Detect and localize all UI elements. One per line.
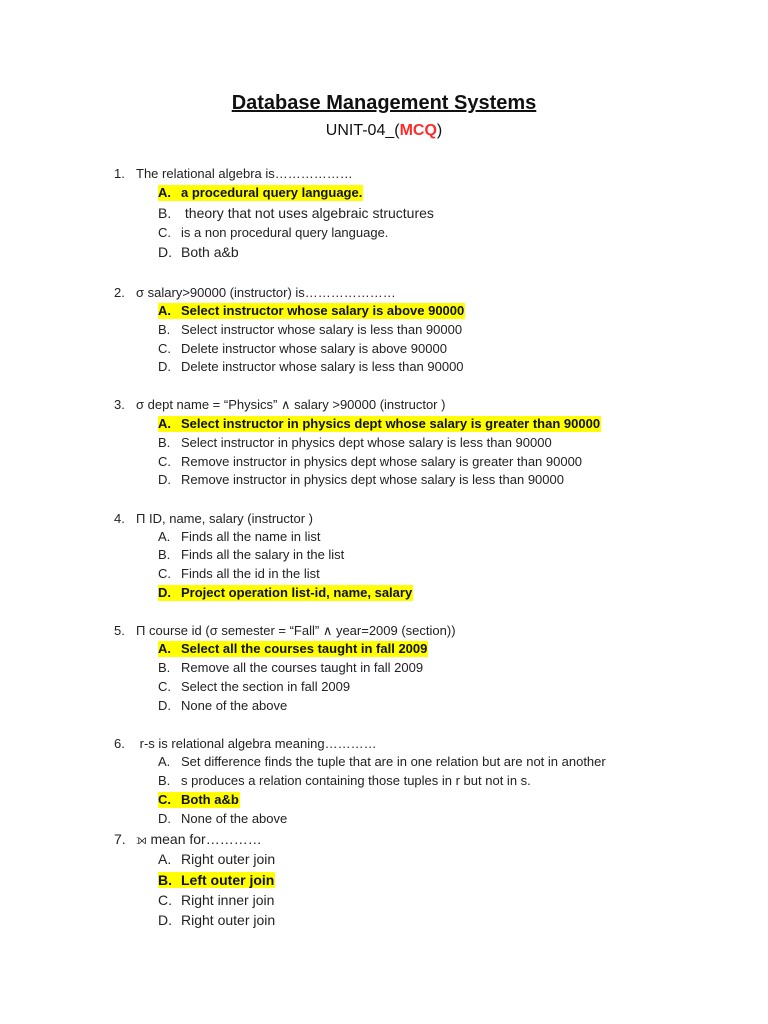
option-letter: A. <box>158 754 171 769</box>
option-letter: B. <box>158 773 171 788</box>
page-title: Database Management Systems <box>231 92 537 114</box>
option-text: Select instructor whose salary is less than 90000 <box>181 322 463 337</box>
option-letter: D. <box>158 359 171 374</box>
option-letter: D. <box>158 472 171 487</box>
question-3 <box>114 397 445 413</box>
option-2d <box>158 359 464 375</box>
option-text: Left outer join <box>181 872 275 888</box>
option-letter: C. <box>158 341 171 356</box>
option-letter: C. <box>158 566 171 581</box>
option-text: theory that not uses algebraic structures <box>181 205 434 221</box>
option-letter: B. <box>158 205 172 221</box>
option-text: Finds all the id in the list <box>181 566 320 581</box>
option-4b <box>158 547 344 563</box>
option-text: a procedural query language. <box>181 185 363 200</box>
option-text: s produces a relation containing those tuples in r but not in s. <box>181 773 531 788</box>
option-6b <box>158 773 531 789</box>
option-text: Set difference finds the tuple that are in one relation but are not in another <box>181 754 606 769</box>
option-letter: C. <box>158 792 171 807</box>
option-text: Remove instructor in physics dept whose salary is greater than 90000 <box>181 454 583 469</box>
option-letter: B. <box>158 322 171 337</box>
option-7c <box>158 892 274 908</box>
subtitle-mcq: MCQ <box>399 122 437 139</box>
question-text: ⟕ mean for………… <box>136 831 262 847</box>
question-text: Π course id (σ semester = “Fall” ∧ year=2009 (section)) <box>136 623 456 638</box>
question-text: σ salary>90000 (instructor) is………………… <box>136 285 396 300</box>
option-text: Right outer join <box>181 851 276 867</box>
option-letter: A. <box>158 851 172 867</box>
option-letter: B. <box>158 547 171 562</box>
option-6d <box>158 811 287 827</box>
option-letter: A. <box>158 185 171 200</box>
question-7 <box>114 831 262 847</box>
option-letter: B. <box>158 435 171 450</box>
option-1c <box>158 225 388 241</box>
option-5a-answer <box>158 641 428 657</box>
option-2a-answer <box>158 303 465 319</box>
option-letter: B. <box>158 660 171 675</box>
option-text: Select instructor in physics dept whose salary is less than 90000 <box>181 435 552 450</box>
question-number: 7. <box>114 831 126 847</box>
option-3d <box>158 472 564 488</box>
option-text: is a non procedural query language. <box>181 225 389 240</box>
question-5 <box>114 623 456 639</box>
option-letter: D. <box>158 585 171 600</box>
page-subtitle <box>0 122 768 140</box>
option-letter: A. <box>158 529 171 544</box>
question-6 <box>114 736 377 752</box>
option-letter: D. <box>158 811 171 826</box>
subtitle-prefix: UNIT-04_( <box>325 122 400 139</box>
option-text: Remove instructor in physics dept whose salary is less than 90000 <box>181 472 564 487</box>
option-text: Both a&b <box>181 244 239 260</box>
option-letter: A. <box>158 641 171 656</box>
option-5c <box>158 679 350 695</box>
question-text: σ dept name = “Physics” ∧ salary >90000 (instructor ) <box>136 397 446 412</box>
option-letter: D. <box>158 698 171 713</box>
question-text: r-s is relational algebra meaning………… <box>136 736 377 751</box>
option-letter: B. <box>158 872 172 888</box>
option-text: None of the above <box>181 811 288 826</box>
question-number: 5. <box>114 623 125 638</box>
option-4a <box>158 529 320 545</box>
option-7d <box>158 912 275 928</box>
option-3c <box>158 454 582 470</box>
option-letter: A. <box>158 303 171 318</box>
option-text: Delete instructor whose salary is less than 90000 <box>181 359 464 374</box>
option-3a-answer <box>158 416 601 432</box>
option-6c-answer <box>158 792 240 808</box>
question-1 <box>114 166 353 182</box>
question-number: 1. <box>114 166 125 181</box>
option-4c <box>158 566 320 582</box>
option-7a <box>158 851 275 867</box>
option-4d-answer <box>158 585 413 601</box>
question-number: 3. <box>114 397 125 412</box>
option-letter: C. <box>158 225 171 240</box>
option-text: Finds all the salary in the list <box>181 547 345 562</box>
option-1b <box>158 205 434 221</box>
option-letter: C. <box>158 454 171 469</box>
option-text: None of the above <box>181 698 288 713</box>
option-text: Select the section in fall 2009 <box>181 679 351 694</box>
option-text: Delete instructor whose salary is above 90000 <box>181 341 447 356</box>
option-text: Project operation list-id, name, salary <box>181 585 413 600</box>
option-letter: C. <box>158 679 171 694</box>
option-3b <box>158 435 552 451</box>
option-letter: A. <box>158 416 171 431</box>
question-4 <box>114 511 313 527</box>
option-text: Remove all the courses taught in fall 2009 <box>181 660 424 675</box>
option-letter: D. <box>158 912 172 928</box>
option-5d <box>158 698 287 714</box>
option-1d <box>158 244 239 260</box>
option-6a <box>158 754 606 770</box>
option-text: Both a&b <box>181 792 239 807</box>
option-letter: C. <box>158 892 172 908</box>
subtitle-suffix: ) <box>436 122 443 139</box>
option-text: Select instructor whose salary is above 90000 <box>181 303 465 318</box>
question-text: Π ID, name, salary (instructor ) <box>136 511 313 526</box>
option-text: Right inner join <box>181 892 275 908</box>
option-1a-answer <box>158 185 363 201</box>
option-text: Select all the courses taught in fall 2009 <box>181 641 428 656</box>
option-5b <box>158 660 423 676</box>
option-text: Select instructor in physics dept whose salary is greater than 90000 <box>181 416 601 431</box>
option-text: Finds all the name in list <box>181 529 321 544</box>
option-letter: D. <box>158 244 172 260</box>
option-7b-answer <box>158 872 275 888</box>
question-number: 6. <box>114 736 125 751</box>
option-text: Right outer join <box>181 912 276 928</box>
question-number: 4. <box>114 511 125 526</box>
option-2b <box>158 322 462 338</box>
option-2c <box>158 341 447 357</box>
question-2 <box>114 285 396 301</box>
question-text: The relational algebra is……………… <box>136 166 353 181</box>
question-number: 2. <box>114 285 125 300</box>
